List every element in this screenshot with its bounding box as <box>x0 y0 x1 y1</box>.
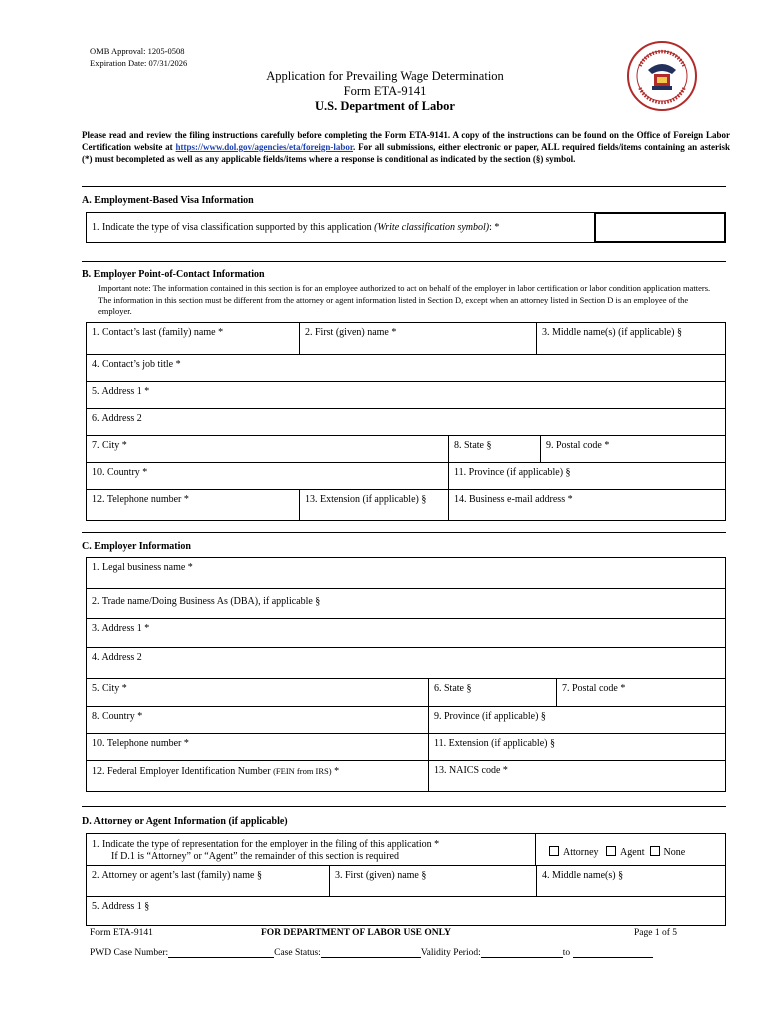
field-label: 2. First (given) name * <box>305 327 397 338</box>
employer-dba-field[interactable] <box>86 588 726 619</box>
footer-page-number: Page 1 of 5 <box>634 928 678 938</box>
field-label: 2. Trade name/Doing Business As (DBA), if applicable § <box>92 596 321 607</box>
contact-city-field[interactable] <box>86 435 449 463</box>
employer-extension-field[interactable] <box>428 733 726 761</box>
validity-to-label: to <box>562 948 571 958</box>
field-label: 9. Province (if applicable) § <box>434 711 546 722</box>
intro-text: Please read and review the filing instructions carefully before completing the Form ETA-9141. A copy of the instructions can be found on the Office of Foreign Labor Certification website at <box>82 130 730 152</box>
contact-first-name-field[interactable] <box>299 322 537 355</box>
foreign-labor-link[interactable]: https://www.dol.gov/agencies/eta/foreign-labor <box>175 142 354 152</box>
required-mark: * <box>331 766 340 777</box>
form-title: Application for Prevailing Wage Determination <box>266 69 504 83</box>
contact-email-field[interactable] <box>448 489 726 521</box>
attorney-address1-field[interactable] <box>86 896 726 926</box>
footer-dol-use-only: FOR DEPARTMENT OF LABOR USE ONLY <box>261 928 451 938</box>
section-a-heading: A. Employment-Based Visa Information <box>82 195 254 206</box>
contact-telephone-field[interactable] <box>86 489 300 521</box>
agency-name: U.S. Department of Labor <box>315 99 455 113</box>
dol-seal-icon <box>626 40 698 112</box>
employer-address1-field[interactable] <box>86 618 726 648</box>
fein-hint: (FEIN from IRS) <box>273 766 332 776</box>
employer-fein-field[interactable] <box>86 760 429 792</box>
field-label: 8. State § <box>454 440 492 451</box>
section-b-note: Important note: The information contained in this section is for an employee authorized to act on behalf of the employer in labor certification or labor condition application matters. The information in this section must be different from the attorney or agent information listed in Section D, except when an attorney listed in Section D is an employee of the employer. <box>98 283 711 316</box>
field-label: 10. Country * <box>92 467 148 478</box>
footer-form-number: Form ETA-9141 <box>90 928 153 938</box>
field-label: 6. Address 2 <box>92 413 142 424</box>
representation-type-options <box>535 833 726 866</box>
field-label: 7. Postal code * <box>562 683 626 694</box>
field-label: 7. City * <box>92 440 127 451</box>
employer-province-field[interactable] <box>428 706 726 734</box>
agent-option[interactable] <box>606 847 644 858</box>
field-label: 11. Extension (if applicable) § <box>434 738 555 749</box>
case-status-input[interactable] <box>321 947 421 958</box>
attorney-first-name-field[interactable] <box>329 865 537 897</box>
field-label: 13. Extension (if applicable) § <box>305 494 427 505</box>
employer-naics-field[interactable] <box>428 760 726 792</box>
checkbox-icon[interactable] <box>549 846 559 856</box>
attorney-middle-name-field[interactable] <box>536 865 726 897</box>
field-label: 9. Postal code * <box>546 440 610 451</box>
visa-classification-hint: (Write classification symbol) <box>374 222 490 233</box>
case-status-label: Case Status: <box>274 948 321 958</box>
contact-last-name-field[interactable] <box>86 322 300 355</box>
validity-start-input[interactable] <box>481 947 563 958</box>
none-option[interactable] <box>650 847 686 858</box>
field-label: 4. Contact’s job title * <box>92 359 181 370</box>
employer-country-field[interactable] <box>86 706 429 734</box>
checkbox-icon[interactable] <box>650 846 660 856</box>
validity-period-label: Validity Period: <box>420 948 481 958</box>
field-label: 1. Legal business name * <box>92 562 193 573</box>
section-c-heading: C. Employer Information <box>82 541 191 552</box>
contact-middle-name-field[interactable] <box>536 322 726 355</box>
field-label: 2. Attorney or agent’s last (family) name § <box>92 870 262 881</box>
employer-telephone-field[interactable] <box>86 733 429 761</box>
visa-classification-label: 1. Indicate the type of visa classification supported by this application <box>92 222 375 233</box>
field-label: 13. NAICS code * <box>434 765 508 776</box>
contact-job-title-field[interactable] <box>86 354 726 382</box>
field-label: 1. Indicate the type of representation for the employer in the filing of this application * <box>92 839 440 850</box>
contact-province-field[interactable] <box>448 462 726 490</box>
contact-address2-field[interactable] <box>86 408 726 436</box>
contact-address1-field[interactable] <box>86 381 726 409</box>
field-label: 5. Address 1 § <box>92 901 150 912</box>
section-divider <box>82 186 726 187</box>
employer-legal-name-field[interactable] <box>86 557 726 589</box>
contact-postal-code-field[interactable] <box>540 435 726 463</box>
employer-state-field[interactable] <box>428 678 557 707</box>
field-label: 14. Business e-mail address * <box>454 494 573 505</box>
section-b-heading: B. Employer Point-of-Contact Information <box>82 269 265 280</box>
contact-country-field[interactable] <box>86 462 449 490</box>
field-label: 11. Province (if applicable) § <box>454 467 571 478</box>
field-label: 10. Telephone number * <box>92 738 189 749</box>
intro-text-cont: . For all submissions, either electronic or paper, ALL required fields/items containing an asterisk (*) must becompleted as well as any applicable fields/items where a response is conditional as indicated by the section (§) symbol. <box>82 142 730 164</box>
field-label: 5. City * <box>92 683 127 694</box>
field-label: 3. First (given) name § <box>335 870 427 881</box>
filing-instructions <box>82 129 730 165</box>
visa-classification-label-cell <box>86 212 595 243</box>
none-label: None <box>663 847 686 858</box>
agent-label: Agent <box>620 847 645 858</box>
contact-extension-field[interactable] <box>299 489 449 521</box>
section-divider <box>82 261 726 262</box>
field-label: 4. Middle name(s) § <box>542 870 624 881</box>
employer-postal-code-field[interactable] <box>556 678 726 707</box>
employer-city-field[interactable] <box>86 678 429 707</box>
form-number: Form ETA-9141 <box>343 84 427 98</box>
pwd-case-label: PWD Case Number: <box>90 948 169 958</box>
pwd-case-input[interactable] <box>168 947 274 958</box>
footer-case-line <box>90 947 653 958</box>
attorney-last-name-field[interactable] <box>86 865 330 897</box>
field-label: 12. Federal Employer Identification Number <box>92 766 274 777</box>
required-mark: : * <box>489 222 500 233</box>
field-label: 4. Address 2 <box>92 652 142 663</box>
validity-end-input[interactable] <box>573 947 653 958</box>
field-label: 12. Telephone number * <box>92 494 189 505</box>
expiration-date: Expiration Date: 07/31/2026 <box>90 58 188 68</box>
field-label: 5. Address 1 * <box>92 386 150 397</box>
omb-approval: OMB Approval: 1205-0508 <box>90 46 185 56</box>
field-label: 1. Contact’s last (family) name * <box>92 327 224 338</box>
field-label: 8. Country * <box>92 711 143 722</box>
field-label: 3. Address 1 * <box>92 623 150 634</box>
checkbox-icon[interactable] <box>606 846 616 856</box>
contact-state-field[interactable] <box>448 435 541 463</box>
section-divider <box>82 806 726 807</box>
attorney-option[interactable] <box>549 847 599 858</box>
attorney-label: Attorney <box>563 847 599 858</box>
field-label: 3. Middle name(s) (if applicable) § <box>542 327 682 338</box>
section-divider <box>82 532 726 533</box>
visa-classification-input[interactable] <box>594 212 726 243</box>
field-hint: If D.1 is “Attorney” or “Agent” the remainder of this section is required <box>111 851 399 862</box>
representation-type-label-cell <box>86 833 536 866</box>
field-label: 6. State § <box>434 683 472 694</box>
section-d-heading: D. Attorney or Agent Information (if applicable) <box>82 816 288 827</box>
omb-info <box>90 45 187 69</box>
employer-address2-field[interactable] <box>86 647 726 679</box>
